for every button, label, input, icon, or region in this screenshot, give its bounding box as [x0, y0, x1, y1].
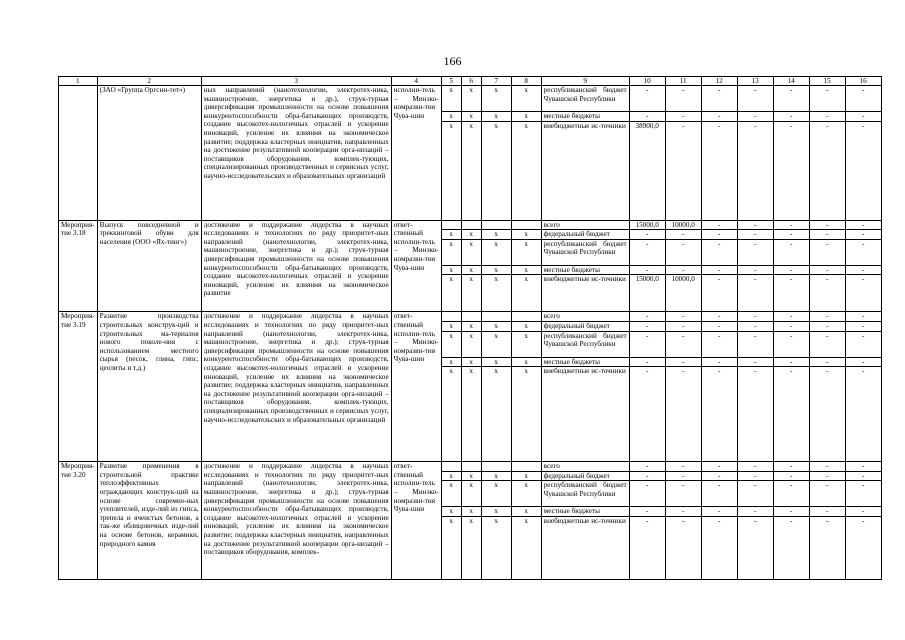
year-value-cell: - [701, 265, 737, 275]
year-value-cell: - [773, 516, 809, 579]
year-value-cell: - [629, 86, 665, 112]
code-mark-cell [441, 312, 461, 322]
code-mark-cell: x [441, 331, 461, 357]
year-value-cell: - [773, 367, 809, 462]
measure-name-text: Выпуск повседневной и треккинговой обуви для населения (ООО «Ях-тинг») [99, 220, 199, 246]
year-value-cell: - [773, 481, 809, 507]
year-value-cell: - [701, 112, 737, 122]
code-mark-cell: x [511, 121, 541, 220]
measure-name-text: (ЗАО «Группа Оргсин-тет») [99, 86, 186, 94]
measure-goal-text: ных направлений (нанотехнологии, электротех-ника, машиностроение, энергетика и др.), струк-турная диверсификация промышленности на основе повышения конкурентоспособности обра-батывающих производств, создание высокотех-нологичных отраслей и ускорение инноваций, усиление их влияния на экономическое развитие; поддержка кластерных инициатив, направленных на достижение результативной кооперации орга-низаций – поставщиков оборудования, комплек-тующих, специализированных производственных и сервисных услуг, научно-исследовательских и образовательных организаций [203, 86, 389, 180]
funding-source-cell: республиканский бюджет Чувашской Республики [541, 481, 629, 507]
year-value-cell: - [845, 321, 881, 331]
year-value-cell: - [809, 321, 845, 331]
year-value-cell: 38900,0 [629, 121, 665, 220]
year-value-cell: - [701, 516, 737, 579]
code-mark-cell: x [441, 239, 461, 265]
year-value-cell: - [809, 312, 845, 322]
year-value-cell: - [629, 239, 665, 265]
funding-source-cell: местные бюджеты [541, 357, 629, 367]
year-value-cell: - [809, 121, 845, 220]
year-value-cell: 10000,0 [665, 220, 701, 230]
year-value-cell: - [701, 86, 737, 112]
column-number-header: 14 [773, 77, 809, 86]
table-row [59, 462, 882, 472]
code-mark-cell: x [461, 507, 481, 517]
code-mark-cell: x [511, 239, 541, 265]
code-mark-cell: x [461, 357, 481, 367]
column-number-header: 8 [511, 77, 541, 86]
column-number-header: 10 [629, 77, 665, 86]
measure-name-cell [97, 86, 201, 221]
code-mark-cell: x [481, 86, 511, 112]
year-value-cell: - [773, 112, 809, 122]
code-mark-cell: x [461, 471, 481, 481]
code-mark-cell: x [511, 275, 541, 312]
measure-goal-cell [201, 86, 391, 221]
code-mark-cell: x [441, 230, 461, 240]
year-value-cell: - [737, 516, 773, 579]
year-value-cell: - [629, 507, 665, 517]
year-value-cell: - [665, 471, 701, 481]
year-value-cell: - [773, 220, 809, 230]
code-mark-cell [481, 462, 511, 472]
year-value-cell: - [845, 462, 881, 472]
year-value-cell: - [809, 481, 845, 507]
year-value-cell: - [809, 331, 845, 357]
year-value-cell: - [845, 265, 881, 275]
year-value-cell: - [737, 357, 773, 367]
year-value-cell: - [665, 331, 701, 357]
code-mark-cell: x [511, 357, 541, 367]
year-value-cell: - [629, 331, 665, 357]
code-mark-cell [511, 220, 541, 230]
column-number-header: 13 [737, 77, 773, 86]
measure-number-cell [59, 86, 98, 221]
year-value-cell: - [737, 239, 773, 265]
column-number-header: 5 [441, 77, 461, 86]
funding-source-cell: федеральный бюджет [541, 321, 629, 331]
year-value-cell: - [809, 239, 845, 265]
funding-source-cell: республиканский бюджет Чувашской Республики [541, 239, 629, 265]
column-number-header: 11 [665, 77, 701, 86]
funding-source-cell: местные бюджеты [541, 265, 629, 275]
year-value-cell: - [701, 230, 737, 240]
code-mark-cell [441, 462, 461, 472]
year-value-cell: - [701, 321, 737, 331]
year-value-cell: - [665, 462, 701, 472]
code-mark-cell [461, 220, 481, 230]
column-number-header: 1 [59, 77, 98, 86]
year-value-cell: - [809, 462, 845, 472]
table-row [59, 86, 882, 112]
funding-source-cell: республиканский бюджет Чувашской Республики [541, 86, 629, 112]
code-mark-cell: x [481, 331, 511, 357]
year-value-cell: - [737, 220, 773, 230]
year-value-cell: - [773, 321, 809, 331]
funding-source-cell: всего [541, 312, 629, 322]
executor-cell [391, 220, 441, 312]
executor-text: ответ-ственный исполни-тель – Минэко-номразви-тия Чува-шии [393, 220, 439, 272]
year-value-cell: - [737, 471, 773, 481]
year-value-cell: - [701, 121, 737, 220]
year-value-cell: - [629, 321, 665, 331]
funding-source-cell: федеральный бюджет [541, 230, 629, 240]
year-value-cell: - [809, 367, 845, 462]
year-value-cell: - [737, 112, 773, 122]
year-value-cell: - [773, 121, 809, 220]
code-mark-cell: x [461, 516, 481, 579]
year-value-cell: - [665, 265, 701, 275]
year-value-cell: - [845, 507, 881, 517]
year-value-cell: - [665, 112, 701, 122]
year-value-cell: - [845, 121, 881, 220]
year-value-cell: - [665, 481, 701, 507]
year-value-cell: - [809, 507, 845, 517]
code-mark-cell: x [441, 86, 461, 112]
year-value-cell: - [845, 312, 881, 322]
year-value-cell: - [737, 331, 773, 357]
code-mark-cell: x [461, 481, 481, 507]
column-number-header: 2 [97, 77, 201, 86]
year-value-cell: - [809, 357, 845, 367]
year-value-cell: - [845, 516, 881, 579]
year-value-cell: - [701, 239, 737, 265]
code-mark-cell: x [511, 265, 541, 275]
year-value-cell: - [773, 331, 809, 357]
measure-goal-cell [201, 220, 391, 312]
year-value-cell: - [665, 312, 701, 322]
executor-text: ответ-ственный исполни-тель – Минэко-номразви-тия Чува-шии [393, 312, 439, 364]
year-value-cell: - [629, 112, 665, 122]
year-value-cell: - [845, 481, 881, 507]
funding-source-cell: республиканский бюджет Чувашской Республики [541, 331, 629, 357]
funding-source-cell: внебюджетные ис-точники [541, 516, 629, 579]
code-mark-cell: x [441, 275, 461, 312]
measure-number-text: Мероприя-тие 3.20 [61, 462, 95, 479]
year-value-cell: - [809, 275, 845, 312]
year-value-cell: - [809, 112, 845, 122]
year-value-cell: - [701, 220, 737, 230]
year-value-cell: - [845, 112, 881, 122]
year-value-cell: - [665, 321, 701, 331]
year-value-cell: - [701, 312, 737, 322]
year-value-cell: - [629, 516, 665, 579]
year-value-cell: - [629, 481, 665, 507]
code-mark-cell: x [481, 275, 511, 312]
executor-cell [391, 312, 441, 462]
code-mark-cell: x [511, 507, 541, 517]
column-number-header: 7 [481, 77, 511, 86]
code-mark-cell [481, 220, 511, 230]
funding-source-cell: всего [541, 462, 629, 472]
year-value-cell: - [629, 265, 665, 275]
code-mark-cell: x [461, 86, 481, 112]
year-value-cell: - [701, 471, 737, 481]
column-number-header: 3 [201, 77, 391, 86]
year-value-cell: 15000,0 [629, 275, 665, 312]
column-number-header: 6 [461, 77, 481, 86]
executor-text: ответ-ственный исполни-тель – Минэко-номразви-тия Чува-шии [393, 462, 439, 514]
code-mark-cell: x [441, 357, 461, 367]
column-number-header: 4 [391, 77, 441, 86]
year-value-cell: - [737, 462, 773, 472]
year-value-cell: - [629, 230, 665, 240]
year-value-cell: - [809, 230, 845, 240]
code-mark-cell: x [461, 230, 481, 240]
year-value-cell: - [845, 239, 881, 265]
code-mark-cell [441, 220, 461, 230]
column-number-header: 12 [701, 77, 737, 86]
year-value-cell: - [701, 357, 737, 367]
code-mark-cell: x [481, 516, 511, 579]
code-mark-cell: x [441, 481, 461, 507]
year-value-cell: 10000,0 [665, 275, 701, 312]
year-value-cell: - [809, 516, 845, 579]
year-value-cell: - [629, 367, 665, 462]
executor-cell [391, 462, 441, 580]
funding-source-cell: внебюджетные ис-точники [541, 275, 629, 312]
year-value-cell: - [845, 220, 881, 230]
measure-number-text: Мероприя-тие 3.19 [61, 312, 95, 329]
year-value-cell: - [629, 357, 665, 367]
executor-text: исполни-тель – Минэко-номразви-тия Чува-шии [393, 86, 439, 120]
executor-cell [391, 86, 441, 221]
year-value-cell: - [737, 321, 773, 331]
funding-source-cell: внебюджетные ис-точники [541, 367, 629, 462]
year-value-cell: - [701, 462, 737, 472]
funding-source-cell: внебюджетные ис-точники [541, 121, 629, 220]
year-value-cell: - [737, 507, 773, 517]
code-mark-cell: x [441, 471, 461, 481]
year-value-cell: - [701, 275, 737, 312]
funding-source-cell: местные бюджеты [541, 507, 629, 517]
year-value-cell: - [845, 331, 881, 357]
code-mark-cell [461, 312, 481, 322]
column-number-header: 16 [845, 77, 881, 86]
measure-name-cell [97, 462, 201, 580]
code-mark-cell [481, 312, 511, 322]
year-value-cell: - [845, 230, 881, 240]
code-mark-cell: x [511, 86, 541, 112]
year-value-cell: - [665, 86, 701, 112]
code-mark-cell: x [441, 321, 461, 331]
code-mark-cell: x [441, 265, 461, 275]
year-value-cell: - [845, 86, 881, 112]
code-mark-cell: x [441, 507, 461, 517]
year-value-cell: - [737, 275, 773, 312]
funding-source-cell: местные бюджеты [541, 112, 629, 122]
year-value-cell: - [845, 367, 881, 462]
year-value-cell: - [773, 86, 809, 112]
code-mark-cell: x [481, 481, 511, 507]
page-number: 166 [443, 54, 462, 68]
code-mark-cell: x [481, 239, 511, 265]
code-mark-cell: x [481, 112, 511, 122]
year-value-cell: - [809, 265, 845, 275]
year-value-cell: - [737, 230, 773, 240]
code-mark-cell: x [461, 112, 481, 122]
column-number-header: 9 [541, 77, 629, 86]
year-value-cell: - [665, 239, 701, 265]
code-mark-cell: x [481, 471, 511, 481]
code-mark-cell: x [481, 321, 511, 331]
year-value-cell: - [773, 275, 809, 312]
measure-number-text: Мероприя-тие 3.18 [61, 220, 95, 238]
code-mark-cell: x [481, 230, 511, 240]
funding-source-cell: всего [541, 220, 629, 230]
year-value-cell: - [629, 471, 665, 481]
code-mark-cell [511, 312, 541, 322]
year-value-cell: - [665, 357, 701, 367]
code-mark-cell: x [461, 321, 481, 331]
code-mark-cell [461, 462, 481, 472]
code-mark-cell: x [461, 367, 481, 462]
year-value-cell: - [737, 367, 773, 462]
code-mark-cell: x [511, 471, 541, 481]
measure-name-text: Развитие производства строительных конструк-ций и строительных ма-териалов нового поколе-ния с использованием местного сырья (песок, глина, гипс, цеолиты и т.д.) [99, 312, 199, 372]
code-mark-cell: x [481, 367, 511, 462]
measure-goal-text: достижение и поддержание лидерства в научных исследованиях и технологиях по ряду приоритет-ных направлений (нанотехнологии, электротех-ника, машиностроение, энергетика и др.); струк-турная диверсификация промышленности на основе повышения конкурентоспособности обра-батывающих производств, создание высокотех-нологичных отраслей и ускорение инноваций, усиление их влияния на экономическое развитие; поддержка кластерных инициатив, направленных на достижение результативной кооперации орга-низаций – поставщиков оборудования, комплек-тующих, специализированных производственных и сервисных услуг, научно-исследовательских и образовательных организаций [203, 312, 389, 424]
year-value-cell: - [773, 507, 809, 517]
code-mark-cell: x [441, 112, 461, 122]
year-value-cell: - [629, 462, 665, 472]
code-mark-cell: x [511, 230, 541, 240]
program-table [58, 76, 882, 580]
year-value-cell: - [809, 471, 845, 481]
year-value-cell: - [629, 312, 665, 322]
year-value-cell: - [773, 462, 809, 472]
year-value-cell: - [701, 367, 737, 462]
column-number-header: 15 [809, 77, 845, 86]
year-value-cell: - [773, 265, 809, 275]
measure-goal-cell [201, 462, 391, 580]
header-row [59, 77, 882, 86]
year-value-cell: - [845, 275, 881, 312]
measure-name-cell [97, 312, 201, 462]
funding-source-cell: федеральный бюджет [541, 471, 629, 481]
code-mark-cell: x [511, 481, 541, 507]
year-value-cell: - [737, 481, 773, 507]
code-mark-cell: x [441, 367, 461, 462]
year-value-cell: - [809, 86, 845, 112]
code-mark-cell [511, 462, 541, 472]
year-value-cell: - [773, 230, 809, 240]
code-mark-cell: x [461, 265, 481, 275]
year-value-cell: - [773, 239, 809, 265]
code-mark-cell: x [511, 367, 541, 462]
measure-goal-text: достижение и поддержание лидерства в научных исследованиях и технологиях по ряду приоритет-ных направлений (нанотехнологии, электротех-ника, машиностроение, энергетика и др.); струк-турная диверсификация промышленности на основе повышения конкурентоспособности обра-батывающих производств, создание высокотех-нологичных отраслей и ускорение инноваций, усиление их влияния на экономическое развитие [203, 220, 389, 298]
year-value-cell: - [773, 471, 809, 481]
year-value-cell: 15000,0 [629, 220, 665, 230]
measure-number-cell [59, 312, 98, 462]
code-mark-cell: x [461, 275, 481, 312]
code-mark-cell: x [511, 331, 541, 357]
year-value-cell: - [737, 86, 773, 112]
code-mark-cell: x [481, 265, 511, 275]
table-row [59, 312, 882, 322]
code-mark-cell: x [511, 516, 541, 579]
year-value-cell: - [737, 121, 773, 220]
measure-number-cell [59, 462, 98, 580]
year-value-cell: - [665, 367, 701, 462]
year-value-cell: - [809, 220, 845, 230]
year-value-cell: - [845, 357, 881, 367]
measure-number-cell [59, 220, 98, 312]
measure-name-text: Развитие применения в строительной практике теплоэффективных ограждающих конструк-ций на основе современ-ных утеплителей, изде-лий из гипса, трепела и ячеистых бетонов, а так-же облицовочных изде-лий на основе бетонов, керамики, природного камня [99, 462, 199, 548]
code-mark-cell: x [461, 331, 481, 357]
year-value-cell: - [773, 312, 809, 322]
code-mark-cell: x [511, 321, 541, 331]
year-value-cell: - [665, 516, 701, 579]
code-mark-cell: x [511, 112, 541, 122]
code-mark-cell: x [461, 121, 481, 220]
measure-goal-text: достижение и поддержание лидерства в научных исследованиях и технологиях по ряду приоритет-ных направлений (нанотехнологии, электротех-ника, машиностроение, энергетика и др.); струк-турная диверсификация промышленности на основе повышения конкурентоспособности обра-батывающих производств, создание высокотех-нологичных отраслей и ускорение инноваций, усиление их влияния на экономическое развитие; поддержка кластерных инициатив, направленных на достижение результативной кооперации орга-низаций – поставщиков оборудования, комплек- [203, 462, 389, 557]
measure-name-cell [97, 220, 201, 312]
year-value-cell: - [665, 230, 701, 240]
measure-goal-cell [201, 312, 391, 462]
year-value-cell: - [737, 265, 773, 275]
year-value-cell: - [737, 312, 773, 322]
year-value-cell: - [665, 121, 701, 220]
code-mark-cell: x [441, 516, 461, 579]
code-mark-cell: x [441, 121, 461, 220]
code-mark-cell: x [481, 507, 511, 517]
table-row [59, 220, 882, 230]
year-value-cell: - [701, 331, 737, 357]
year-value-cell: - [773, 357, 809, 367]
code-mark-cell: x [481, 121, 511, 220]
year-value-cell: - [701, 507, 737, 517]
year-value-cell: - [845, 471, 881, 481]
code-mark-cell: x [461, 239, 481, 265]
year-value-cell: - [701, 481, 737, 507]
code-mark-cell: x [481, 357, 511, 367]
year-value-cell: - [665, 507, 701, 517]
